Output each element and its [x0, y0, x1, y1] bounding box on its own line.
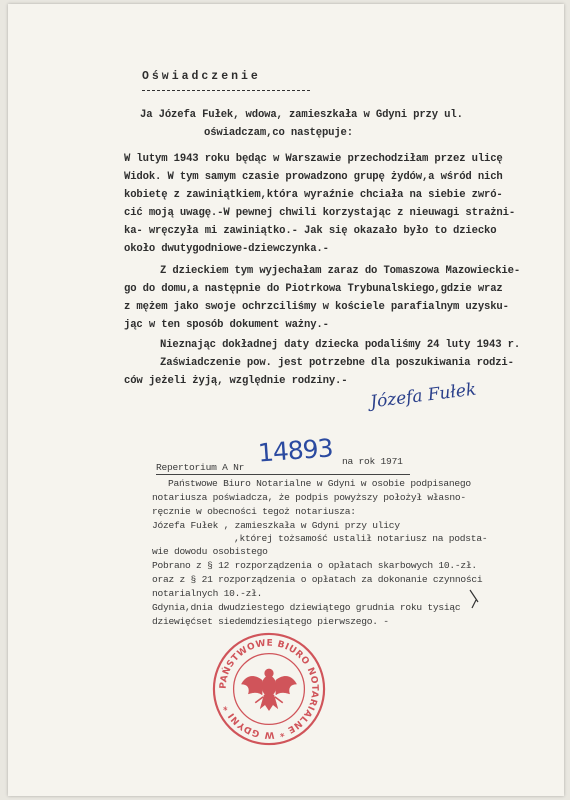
intro-line: oświadczam,co następuje: [204, 127, 353, 139]
notary-line: ,której tożsamość ustalił notariusz na podsta- [234, 533, 488, 544]
intro-line: Ja Józefa Fułek, wdowa, zamieszkała w Gdyni przy ul. [140, 109, 463, 121]
stamp-text: PAŃSTWOWE BIURO NOTARIALNE * W GDYNI * [218, 638, 320, 740]
notary-line: notarialnych 10.-zł. [152, 588, 263, 599]
body-line: jąc w ten sposób dokument ważny.- [124, 319, 329, 331]
notary-stamp [210, 630, 328, 748]
eagle-icon [241, 669, 296, 710]
body-line: około dwutygodniowe-dziewczynka.- [124, 243, 329, 255]
body-line: Nieznając dokładnej daty dziecka podaliśmy 24 luty 1943 r. [160, 339, 521, 351]
body-line: z mężem jako swoje ochrzciliśmy w kościele parafialnym uzysku- [124, 301, 509, 313]
body-line: go do domu,a następnie do Piotrkowa Trybunalskiego,gdzie wraz [124, 283, 503, 295]
notary-line: Państwowe Biuro Notarialne w Gdyni w osobie podpisanego [168, 478, 471, 489]
notary-line: Gdynia,dnia dwudziestego dziewiątego grudnia roku tysiąc [152, 602, 461, 613]
notary-line: Józefa Fułek , zamieszkała w Gdyni przy ulicy [152, 520, 400, 531]
body-line: cić moją uwagę.-W pewnej chwili korzystając z nieuwagi strażni- [124, 207, 516, 219]
document-page [8, 4, 564, 796]
notary-line: dziewięćset siedemdziesiątego pierwszego. - [152, 616, 389, 627]
repertorium-number: 14893 [257, 433, 334, 468]
notary-line: wie dowodu osobistego [152, 546, 268, 557]
body-line: Zaświadczenie pow. jest potrzebne dla poszukiwania rodzi- [160, 357, 514, 369]
body-line: kobietę z zawiniątkiem,która wyraźnie chciała na siebie zwró- [124, 189, 503, 201]
notary-line: notariusza poświadcza, że podpis powyższy położył własno- [152, 492, 466, 503]
body-line: Z dzieckiem tym wyjechałam zaraz do Tomaszowa Mazowieckie- [160, 265, 521, 277]
body-line: W lutym 1943 roku będąc w Warszawie przechodziłam przez ulicę [124, 153, 503, 165]
pen-mark [466, 588, 486, 610]
body-line: Widok. W tym samym czasie prowadzono grupę żydów,a wśród nich [124, 171, 503, 183]
repertorium-year: na rok 1971 [342, 456, 403, 467]
notary-line: oraz z § 21 rozporządzenia o opłatach za dokonanie czynności [152, 574, 483, 585]
signature: Józefa Fułek [369, 379, 478, 413]
repertorium-underline [156, 474, 410, 475]
notary-line: Pobrano z § 12 rozporządzenia o opłatach skarbowych 10.-zł. [152, 560, 477, 571]
title-underline [142, 90, 310, 91]
body-line: ców jeżeli żyją, względnie rodziny.- [124, 375, 348, 387]
notary-line: ręcznie w obecności tegoż notariusza: [152, 506, 356, 517]
document-title: Oświadczenie [142, 70, 261, 83]
repertorium-prefix: Repertorium A Nr [156, 462, 245, 473]
body-line: ka- wręczyła mi zawiniątko.- Jak się okazało było to dziecko [124, 225, 497, 237]
